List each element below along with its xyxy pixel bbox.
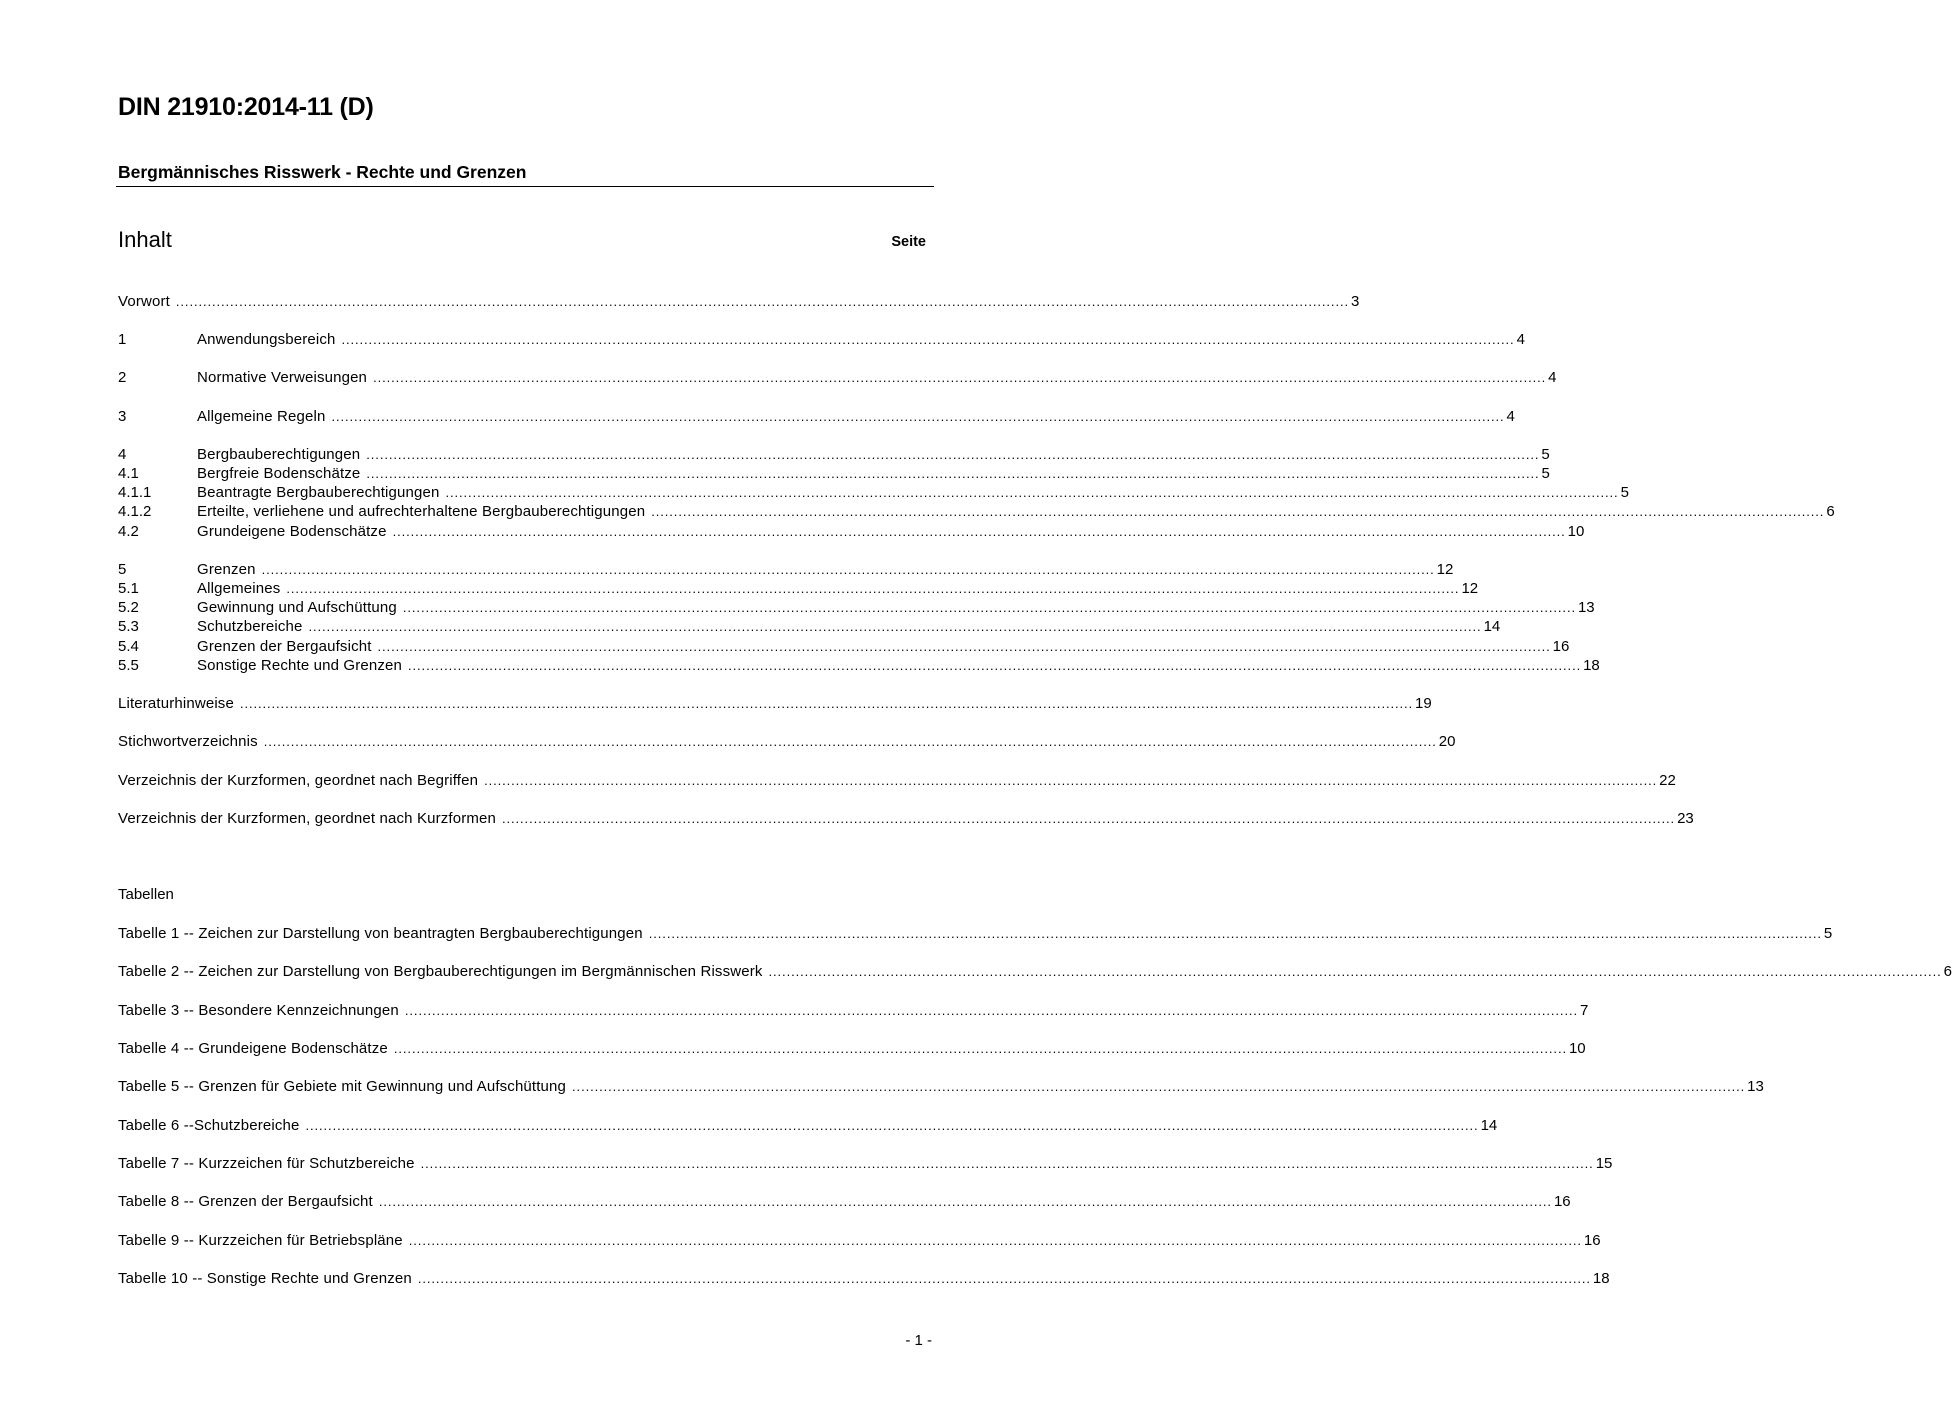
toc-entry-number: 4.1.2 xyxy=(118,503,152,520)
leader-dots: .................................................................................................................................................................................................................................................................... xyxy=(175,294,1349,309)
toc-entry-label: Allgemeine Regeln xyxy=(197,408,326,425)
table-entry-label: Tabelle 7 -- Kurzzeichen für Schutzbereiche xyxy=(118,1155,415,1172)
toc-entry-page: 16 xyxy=(1552,638,1570,655)
table-entry-1[interactable] xyxy=(118,924,1833,944)
leader-dots: .................................................................................................................................................................................................................................................................... xyxy=(366,466,1540,481)
leader-dots: .................................................................................................................................................................................................................................................................... xyxy=(445,485,1619,500)
leader-dots: .................................................................................................................................................................................................................................................................... xyxy=(408,1233,1582,1248)
table-entry-label: Tabelle 8 -- Grenzen der Bergaufsicht xyxy=(118,1193,373,1210)
table-entry-label: Tabelle 3 -- Besondere Kennzeichnungen xyxy=(118,1002,399,1019)
table-entry-label: Tabelle 5 -- Grenzen für Gebiete mit Gewinnung und Aufschüttung xyxy=(118,1078,567,1095)
toc-entry-5[interactable] xyxy=(118,560,1454,580)
leader-dots: .................................................................................................................................................................................................................................................................... xyxy=(420,1156,1594,1171)
toc-entry-number: 1 xyxy=(118,331,127,348)
toc-entry-page: 4 xyxy=(1516,331,1525,348)
toc-entry-label: Literaturhinweise xyxy=(118,695,234,712)
toc-entry-number: 4 xyxy=(118,446,127,463)
toc-entry-page: 12 xyxy=(1461,580,1479,597)
toc-entry-1[interactable] xyxy=(118,330,1525,350)
toc-heading: Inhalt xyxy=(118,227,172,252)
document-title: DIN 21910:2014-11 (D) xyxy=(118,93,374,121)
toc-entry-number: 4.1 xyxy=(118,465,139,482)
toc-entry-4[interactable] xyxy=(118,445,1550,465)
leader-dots: .................................................................................................................................................................................................................................................................... xyxy=(408,658,1582,673)
toc-entry-foreword[interactable] xyxy=(118,292,1360,312)
leader-dots: .................................................................................................................................................................................................................................................................... xyxy=(404,1003,1578,1018)
title-divider xyxy=(116,186,934,187)
table-entry-4[interactable] xyxy=(118,1039,1586,1059)
table-entry-page: 10 xyxy=(1568,1040,1586,1057)
table-entry-page: 16 xyxy=(1553,1193,1571,1210)
toc-entry-label: Beantragte Bergbauberechtigungen xyxy=(197,484,440,501)
toc-entry-number: 5.5 xyxy=(118,657,139,674)
table-entry-page: 18 xyxy=(1592,1270,1610,1287)
toc-entry-page: 22 xyxy=(1659,772,1676,789)
toc-entry-bibliography[interactable] xyxy=(118,694,1432,714)
tables-caption: Tabellen xyxy=(118,886,174,903)
table-entry-label: Tabelle 9 -- Kurzzeichen für Betriebspläne xyxy=(118,1232,403,1249)
toc-entry-index[interactable] xyxy=(118,732,1456,752)
toc-entry-2[interactable] xyxy=(118,368,1557,388)
leader-dots: .................................................................................................................................................................................................................................................................... xyxy=(484,773,1658,788)
toc-entry-label: Grenzen der Bergaufsicht xyxy=(197,638,372,655)
table-entry-page: 15 xyxy=(1595,1155,1613,1172)
toc-entry-number: 2 xyxy=(118,369,127,386)
table-entry-label: Tabelle 4 -- Grundeigene Bodenschätze xyxy=(118,1040,388,1057)
toc-entry-number: 4.1.1 xyxy=(118,484,152,501)
toc-entry-label: Anwendungsbereich xyxy=(197,331,336,348)
leader-dots: .................................................................................................................................................................................................................................................................... xyxy=(768,964,1942,979)
table-entry-page: 13 xyxy=(1747,1078,1764,1095)
leader-dots: .................................................................................................................................................................................................................................................................... xyxy=(366,447,1540,462)
toc-entry-5-3[interactable] xyxy=(118,617,1501,637)
toc-entry-label: Sonstige Rechte und Grenzen xyxy=(197,657,403,674)
leader-dots: .................................................................................................................................................................................................................................................................... xyxy=(377,639,1551,654)
toc-entry-page: 5 xyxy=(1541,446,1550,463)
table-entry-page: 5 xyxy=(1823,925,1833,942)
toc-entry-4-2[interactable] xyxy=(118,522,1585,542)
leader-dots: .................................................................................................................................................................................................................................................................... xyxy=(402,600,1576,615)
leader-dots: .................................................................................................................................................................................................................................................................... xyxy=(286,581,1460,596)
toc-entry-label: Allgemeines xyxy=(197,580,281,597)
leader-dots: .................................................................................................................................................................................................................................................................... xyxy=(331,409,1505,424)
toc-entry-4-1[interactable] xyxy=(118,464,1550,484)
toc-entry-page: 12 xyxy=(1436,561,1454,578)
page-number: - 1 - xyxy=(905,1332,932,1349)
toc-entry-page: 18 xyxy=(1583,657,1600,674)
leader-dots: .................................................................................................................................................................................................................................................................... xyxy=(341,332,1515,347)
toc-entry-5-1[interactable] xyxy=(118,579,1479,599)
leader-dots: .................................................................................................................................................................................................................................................................... xyxy=(417,1271,1591,1286)
toc-entry-4-1-2[interactable] xyxy=(118,502,1835,522)
table-entry-3[interactable] xyxy=(118,1001,1589,1021)
toc-entry-number: 5.4 xyxy=(118,638,139,655)
table-entry-2[interactable] xyxy=(118,962,1952,982)
toc-entry-label: Vorwort xyxy=(118,293,170,310)
toc-entry-page: 10 xyxy=(1567,523,1585,540)
leader-dots: .................................................................................................................................................................................................................................................................... xyxy=(648,926,1822,941)
toc-entry-abbrev-by-term[interactable] xyxy=(118,771,1676,791)
toc-entry-page: 14 xyxy=(1483,618,1501,635)
document-subtitle: Bergmännisches Risswerk - Rechte und Grenzen xyxy=(118,162,527,182)
toc-entry-page: 5 xyxy=(1541,465,1550,482)
table-entry-label: Tabelle 2 -- Zeichen zur Darstellung von Bergbauberechtigungen im Bergmännischen Risswerk xyxy=(118,963,763,980)
toc-entry-5-5[interactable] xyxy=(118,656,1600,676)
toc-entry-label: Gewinnung und Aufschüttung xyxy=(197,599,397,616)
leader-dots: .................................................................................................................................................................................................................................................................... xyxy=(572,1079,1746,1094)
table-entry-10[interactable] xyxy=(118,1269,1610,1289)
leader-dots: .................................................................................................................................................................................................................................................................... xyxy=(239,696,1414,711)
toc-entry-label: Grenzen xyxy=(197,561,256,578)
leader-dots: .................................................................................................................................................................................................................................................................... xyxy=(261,562,1435,577)
toc-entry-number: 5 xyxy=(118,561,127,578)
leader-dots: .................................................................................................................................................................................................................................................................... xyxy=(393,1041,1567,1056)
leader-dots: .................................................................................................................................................................................................................................................................... xyxy=(263,734,1437,749)
toc-entry-number: 5.3 xyxy=(118,618,139,635)
toc-entry-label: Erteilte, verliehene und aufrechterhaltene Bergbauberechtigungen xyxy=(197,503,646,520)
table-entry-page: 6 xyxy=(1943,963,1952,980)
table-entry-page: 7 xyxy=(1579,1002,1589,1019)
toc-entry-number: 3 xyxy=(118,408,127,425)
toc-entry-label: Verzeichnis der Kurzformen, geordnet nach Begriffen xyxy=(118,772,479,789)
toc-entry-page: 13 xyxy=(1577,599,1595,616)
leader-dots: .................................................................................................................................................................................................................................................................... xyxy=(392,524,1566,539)
table-entry-5[interactable] xyxy=(118,1077,1764,1097)
table-entry-6[interactable] xyxy=(118,1116,1498,1136)
toc-entry-page: 19 xyxy=(1415,695,1432,712)
table-entry-7[interactable] xyxy=(118,1154,1613,1174)
table-entry-page: 14 xyxy=(1480,1117,1498,1134)
toc-entry-page: 3 xyxy=(1350,293,1360,310)
table-entry-label: Tabelle 1 -- Zeichen zur Darstellung von beantragten Bergbauberechtigungen xyxy=(118,925,643,942)
leader-dots: .................................................................................................................................................................................................................................................................... xyxy=(373,370,1547,385)
toc-entry-number: 4.2 xyxy=(118,523,139,540)
table-entry-page: 16 xyxy=(1583,1232,1601,1249)
toc-entry-3[interactable] xyxy=(118,407,1515,427)
leader-dots: .................................................................................................................................................................................................................................................................... xyxy=(651,504,1825,519)
toc-entry-page: 4 xyxy=(1506,408,1515,425)
page-column-label: Seite xyxy=(891,234,926,250)
toc-entry-page: 5 xyxy=(1620,484,1629,501)
leader-dots: .................................................................................................................................................................................................................................................................... xyxy=(305,1118,1479,1133)
toc-entry-abbrev-by-abbrev[interactable] xyxy=(118,809,1694,829)
toc-entry-page: 4 xyxy=(1548,369,1557,386)
toc-entry-page: 20 xyxy=(1438,733,1456,750)
toc-entry-label: Bergfreie Bodenschätze xyxy=(197,465,361,482)
table-entry-9[interactable] xyxy=(118,1231,1601,1251)
table-entry-label: Tabelle 10 -- Sonstige Rechte und Grenzen xyxy=(118,1270,412,1287)
toc-entry-label: Schutzbereiche xyxy=(197,618,303,635)
toc-entry-label: Normative Verweisungen xyxy=(197,369,368,386)
toc-entry-number: 5.1 xyxy=(118,580,139,597)
table-entry-label: Tabelle 6 --Schutzbereiche xyxy=(118,1117,300,1134)
toc-entry-label: Grundeigene Bodenschätze xyxy=(197,523,387,540)
toc-entry-4-1-1[interactable] xyxy=(118,483,1629,503)
toc-entry-page: 23 xyxy=(1677,810,1694,827)
toc-entry-label: Bergbauberechtigungen xyxy=(197,446,361,463)
toc-entry-label: Verzeichnis der Kurzformen, geordnet nach Kurzformen xyxy=(118,810,496,827)
leader-dots: .................................................................................................................................................................................................................................................................... xyxy=(502,811,1676,826)
toc-entry-number: 5.2 xyxy=(118,599,139,616)
toc-entry-page: 6 xyxy=(1826,503,1835,520)
table-entry-8[interactable] xyxy=(118,1192,1571,1212)
leader-dots: .................................................................................................................................................................................................................................................................... xyxy=(378,1194,1552,1209)
toc-entry-5-4[interactable] xyxy=(118,637,1570,657)
leader-dots: .................................................................................................................................................................................................................................................................... xyxy=(308,619,1482,634)
toc-entry-5-2[interactable] xyxy=(118,598,1595,618)
toc-entry-label: Stichwortverzeichnis xyxy=(118,733,258,750)
